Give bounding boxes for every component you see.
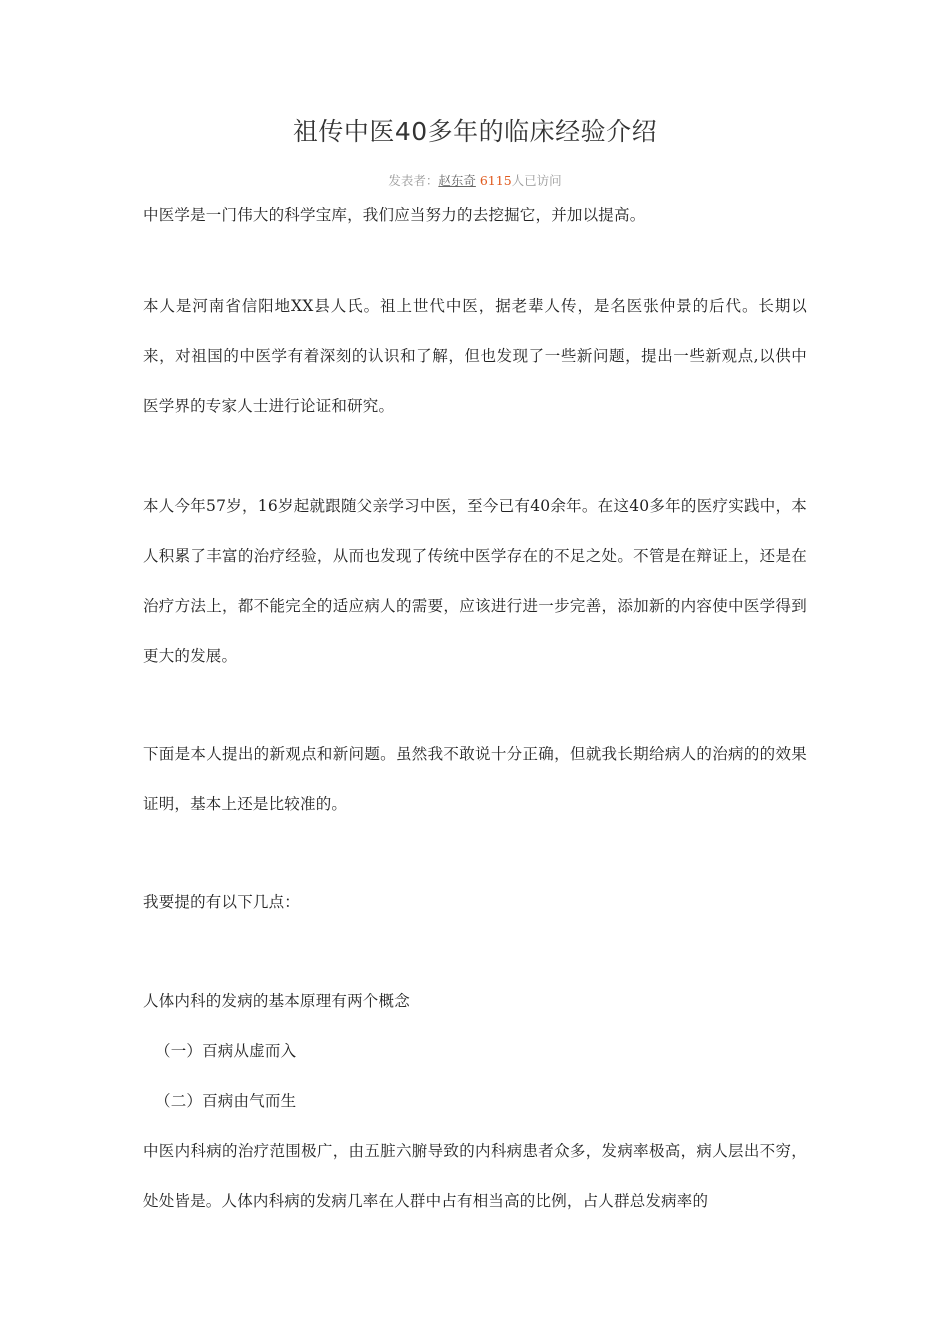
paragraph: 本人今年57岁，16岁起就跟随父亲学习中医，至今已有40余年。在这40多年的医疗实践中，本人积累了丰富的治疗经验，从而也发现了传统中医学存在的不足之处。不管是在辩证上，还是在治疗方法上，都不能完全的适应病人的需要，应该进行进一步完善，添加新的内容使中医学得到更大的发展。 <box>143 497 807 665</box>
meta-suffix: 人已访问 <box>511 173 562 188</box>
article-meta <box>0 171 950 189</box>
paragraph: 下面是本人提出的新观点和新问题。虽然我不敢说十分正确，但就我长期给病人的治病的的效果证明，基本上还是比较准的。 <box>143 745 807 813</box>
visit-count: 6115 <box>479 173 512 188</box>
paragraph-2-block <box>143 281 807 431</box>
list-item: （一）百病从虚而入 <box>155 1042 297 1060</box>
article-title: 祖传中医40多年的临床经验介绍 <box>292 117 658 146</box>
paragraph: 我要提的有以下几点： <box>143 893 301 911</box>
paragraph-1-block <box>143 190 807 240</box>
meta-prefix: 发表者： <box>388 173 439 188</box>
list-item: （二）百病由气而生 <box>155 1092 297 1110</box>
paragraph: 中医内科病的治疗范围极广，由五脏六腑导致的内科病患者众多，发病率极高，病人层出不穷，处处皆是。人体内科病的发病几率在人群中占有相当高的比例，占人群总发病率的 <box>143 1142 807 1210</box>
paragraph-4-block <box>143 729 807 829</box>
paragraph: 本人是河南省信阳地XX县人氏。祖上世代中医，据老辈人传，是名医张仲景的后代。长期以来，对祖国的中医学有着深刻的认识和了解，但也发现了一些新问题，提出一些新观点,以供中医学界的专家人士进行论证和研究。 <box>143 297 807 415</box>
paragraph-3-block <box>143 481 807 681</box>
paragraph-5-block <box>143 877 807 927</box>
paragraph: 中医学是一门伟大的科学宝库，我们应当努力的去挖掘它，并加以提高。 <box>143 206 646 224</box>
paragraph: 人体内科的发病的基本原理有两个概念 <box>143 992 410 1010</box>
paragraph-6-block <box>143 976 807 1226</box>
author-link[interactable]: 赵东奇 <box>438 173 476 188</box>
